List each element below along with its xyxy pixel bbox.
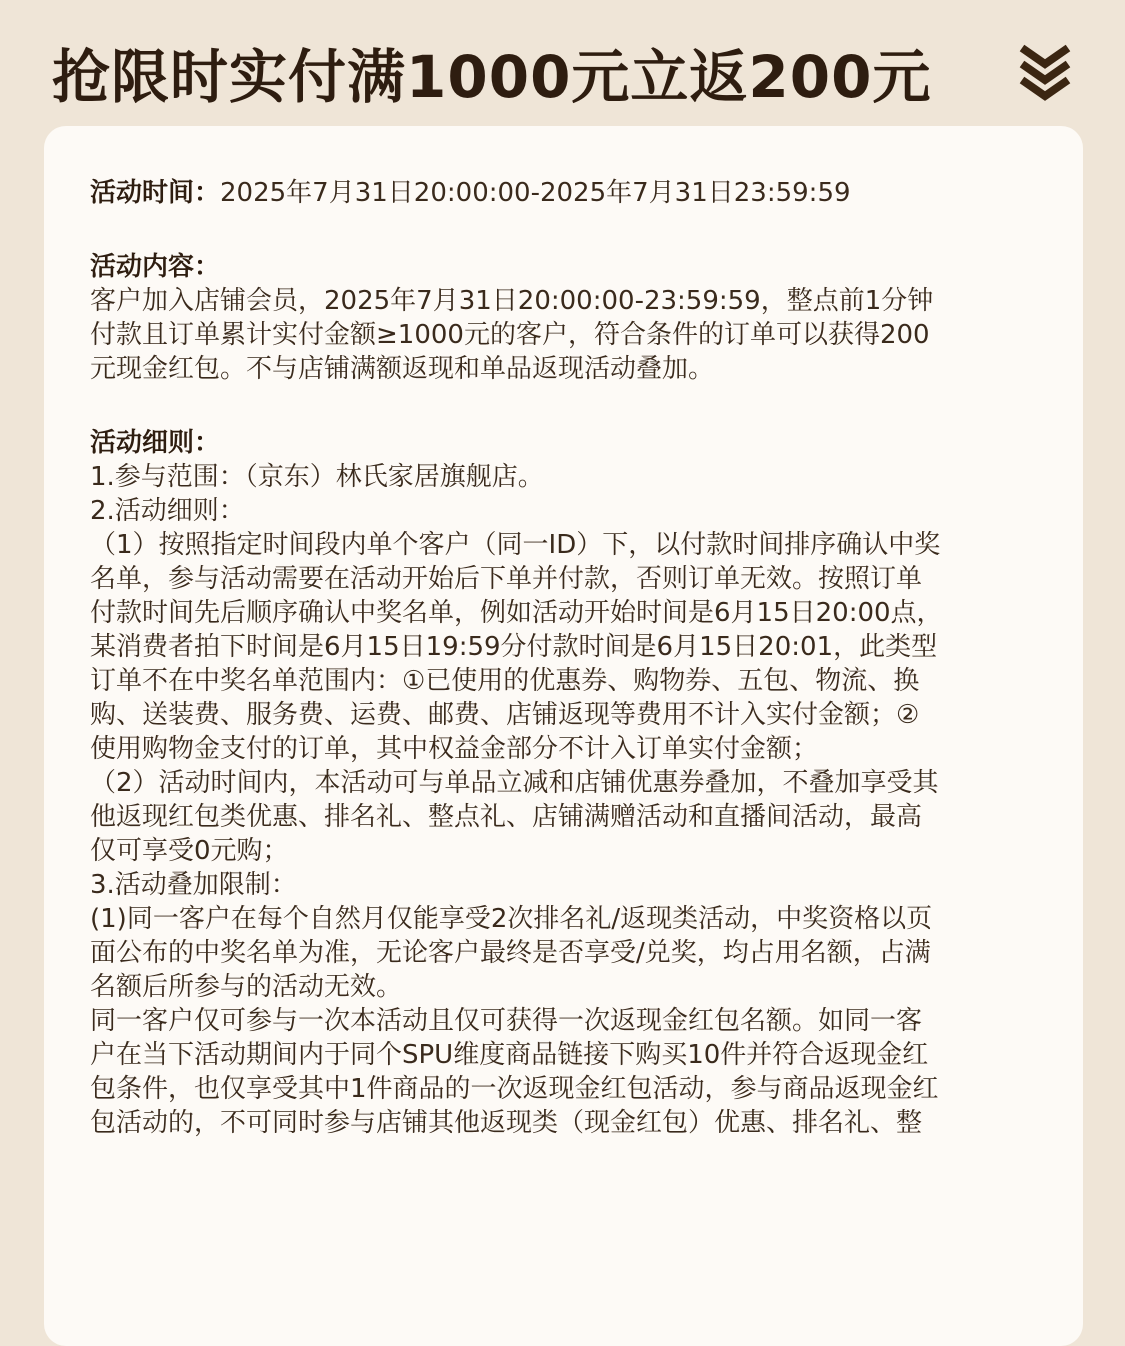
rules-card: [44, 126, 1083, 1346]
text-line: 他返现红包类优惠、排名礼、整点礼、店铺满赠活动和直播间活动，最高: [90, 802, 923, 832]
activity-content-heading: 活动内容：: [90, 252, 221, 282]
text-line: 户在当下活动期间内于同个SPU维度商品链接下购买10件并符合返现金红: [90, 1040, 929, 1070]
text-line: 同一客户仅可参与一次本活动且仅可获得一次返现金红包名额。如同一客: [90, 1006, 923, 1036]
text-line: 3.活动叠加限制：: [90, 870, 297, 900]
text-line: 包活动的，不可同时参与店铺其他返现类（现金红包）优惠、排名礼、整: [90, 1108, 923, 1138]
activity-time-value: 2025年7月31日20:00:00-2025年7月31日23:59:59: [220, 178, 851, 208]
text-line: （1）按照指定时间段内单个客户（同一ID）下，以付款时间排序确认中奖: [90, 530, 941, 560]
text-line: 2.活动细则：: [90, 496, 245, 526]
text-line: 购、送装费、服务费、运费、邮费、店铺返现等费用不计入实付金额；②: [90, 700, 920, 730]
text-line: 客户加入店铺会员，2025年7月31日20:00:00-23:59:59，整点前1分钟: [90, 286, 934, 316]
double-chevron-down-icon[interactable]: [1016, 44, 1074, 104]
activity-time-label: 活动时间：: [90, 178, 221, 208]
text-line: （2）活动时间内，本活动可与单品立减和店铺优惠券叠加，不叠加享受其: [90, 768, 939, 798]
page-header: [0, 0, 1125, 126]
text-line: 元现金红包。不与店铺满额返现和单品返现活动叠加。: [90, 354, 715, 384]
activity-rules-body: [90, 460, 1050, 1140]
text-line: 仅可享受0元购；: [90, 836, 289, 866]
text-line: 1.参与范围：（京东）林氏家居旗舰店。: [90, 462, 544, 492]
activity-time: [90, 176, 1050, 210]
text-line: 包条件，也仅享受其中1件商品的一次返现金红包活动，参与商品返现金红: [90, 1074, 939, 1104]
text-line: 使用购物金支付的订单，其中权益金部分不计入订单实付金额；: [90, 734, 819, 764]
text-line: 某消费者拍下时间是6月15日19:59分付款时间是6月15日20:01，此类型: [90, 632, 938, 662]
text-line: 名额后所参与的活动无效。: [90, 972, 403, 1002]
text-line: (1)同一客户在每个自然月仅能享受2次排名礼/返现类活动，中奖资格以页: [90, 904, 933, 934]
activity-content-body: [90, 284, 1050, 386]
activity-rules-heading: 活动细则：: [90, 428, 221, 458]
page-title: 抢限时实付满1000元立返200元: [52, 43, 932, 111]
text-line: 名单，参与活动需要在活动开始后下单并付款，否则订单无效。按照订单: [90, 564, 923, 594]
rules-content: [90, 176, 1050, 1140]
text-line: 面公布的中奖名单为准，无论客户最终是否享受/兑奖，均占用名额，占满: [90, 938, 931, 968]
text-line: 订单不在中奖名单范围内：①已使用的优惠券、购物券、五包、物流、换: [90, 666, 920, 696]
text-line: 付款时间先后顺序确认中奖名单，例如活动开始时间是6月15日20:00点，: [90, 598, 943, 628]
text-line: 付款且订单累计实付金额≥1000元的客户，符合条件的订单可以获得200: [90, 320, 930, 350]
